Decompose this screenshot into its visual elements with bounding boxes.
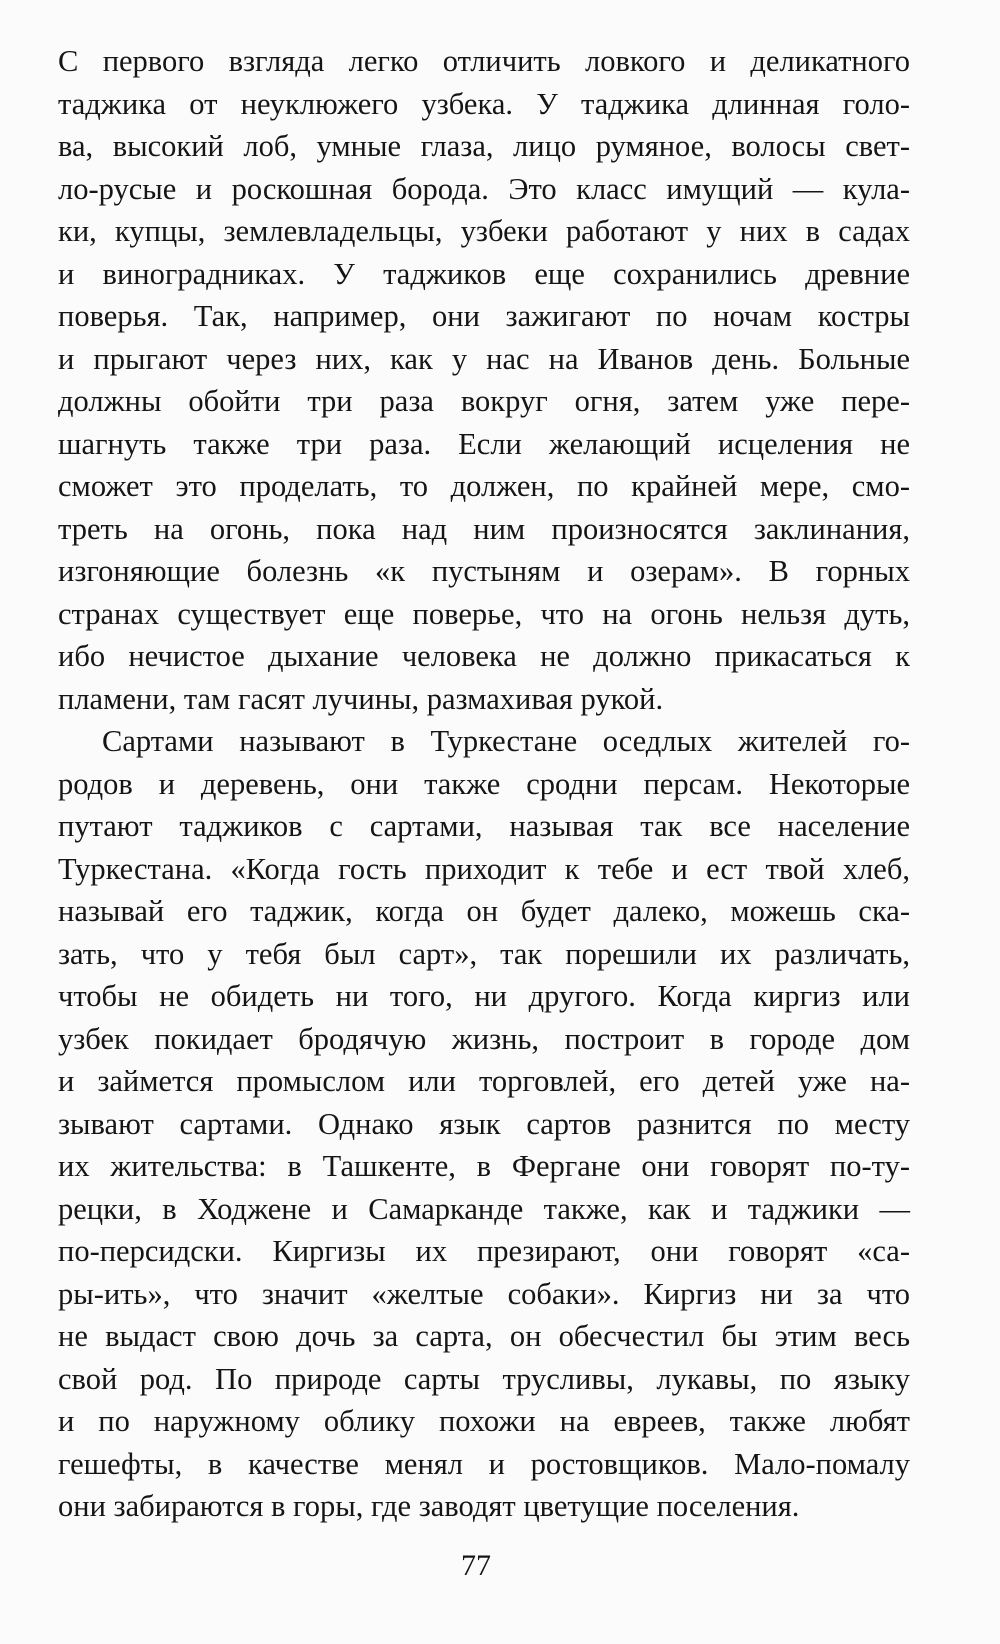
text-line: и виноградниках. У таджиков еще сохранились древние bbox=[58, 256, 910, 291]
text-line: изгоняющие болезнь «к пустыням и озерам». В горных bbox=[58, 554, 910, 588]
text-line: они забираются в горы, где заводят цветущие поселения. bbox=[58, 1489, 800, 1523]
text-line: ки, купцы, землевладельцы, узбеки работают у них в садах bbox=[58, 214, 910, 248]
text-line: свой род. По природе сарты трусливы, лукавы, по языку bbox=[58, 1361, 910, 1396]
page-number: 77 bbox=[461, 1549, 491, 1582]
text-line: чтобы не обидеть ни того, ни другого. Когда киргиз или bbox=[58, 979, 910, 1013]
text-line: ло-русые и роскошная борода. Это класс имущий — кула- bbox=[58, 171, 910, 206]
text-line: зать, что у тебя был сарт», так порешили их различать, bbox=[58, 936, 910, 971]
text-line: и прыгают через них, как у нас на Иванов день. Больные bbox=[58, 341, 910, 376]
text-line: не выдаст свою дочь за сарта, он обесчестил бы этим весь bbox=[58, 1319, 910, 1353]
paragraph bbox=[58, 720, 910, 1528]
text-line: рецки, в Ходжене и Самарканде также, как и таджики — bbox=[58, 1191, 910, 1226]
paragraph bbox=[58, 40, 910, 720]
body-text bbox=[58, 40, 910, 1528]
text-line: поверья. Так, например, они зажигают по ночам костры bbox=[58, 299, 910, 333]
text-line: и займется промыслом или торговлей, его детей уже на- bbox=[58, 1064, 910, 1098]
text-line: зывают сартами. Однако язык сартов разнится по месту bbox=[58, 1106, 910, 1141]
text-line: странах существует еще поверье, что на огонь нельзя дуть, bbox=[58, 596, 910, 631]
text-line: их жительства: в Ташкенте, в Фергане они говорят по-ту- bbox=[58, 1149, 910, 1183]
text-line: гешефты, в качестве менял и ростовщиков. Мало-помалу bbox=[58, 1446, 910, 1481]
text-line: сможет это проделать, то должен, по крайней мере, смо- bbox=[58, 469, 910, 503]
text-line: по-персидски. Киргизы их презирают, они говорят «са- bbox=[58, 1234, 910, 1268]
text-line: пламени, там гасят лучины, размахивая рукой. bbox=[58, 681, 664, 716]
text-line: С первого взгляда легко отличить ловкого и деликатного bbox=[58, 44, 910, 78]
text-line: должны обойти три раза вокруг огня, затем уже пере- bbox=[58, 384, 910, 418]
text-line: ва, высокий лоб, умные глаза, лицо румяное, волосы свет- bbox=[58, 129, 910, 163]
text-line: Сартами называют в Туркестане оседлых жителей го- bbox=[102, 724, 910, 758]
text-line: треть на огонь, пока над ним произносятся заклинания, bbox=[58, 511, 910, 546]
text-line: узбек покидает бродячую жизнь, построит в городе дом bbox=[58, 1021, 910, 1056]
text-line: Туркестана. «Когда гость приходит к тебе и ест твой хлеб, bbox=[58, 851, 910, 886]
text-line: ибо нечистое дыхание человека не должно прикасаться к bbox=[58, 639, 910, 673]
text-line: шагнуть также три раза. Если желающий исцеления не bbox=[58, 426, 910, 461]
text-line: таджика от неуклюжего узбека. У таджика длинная голо- bbox=[58, 86, 910, 121]
text-line: родов и деревень, они также сродни персам. Некоторые bbox=[58, 766, 910, 801]
text-line: называй его таджик, когда он будет далеко, можешь ска- bbox=[58, 894, 910, 928]
text-line: ры-ить», что значит «желтые собаки». Киргиз ни за что bbox=[58, 1276, 910, 1311]
text-line: и по наружному облику похожи на евреев, также любят bbox=[58, 1404, 910, 1438]
text-line: путают таджиков с сартами, называя так все население bbox=[58, 809, 910, 843]
